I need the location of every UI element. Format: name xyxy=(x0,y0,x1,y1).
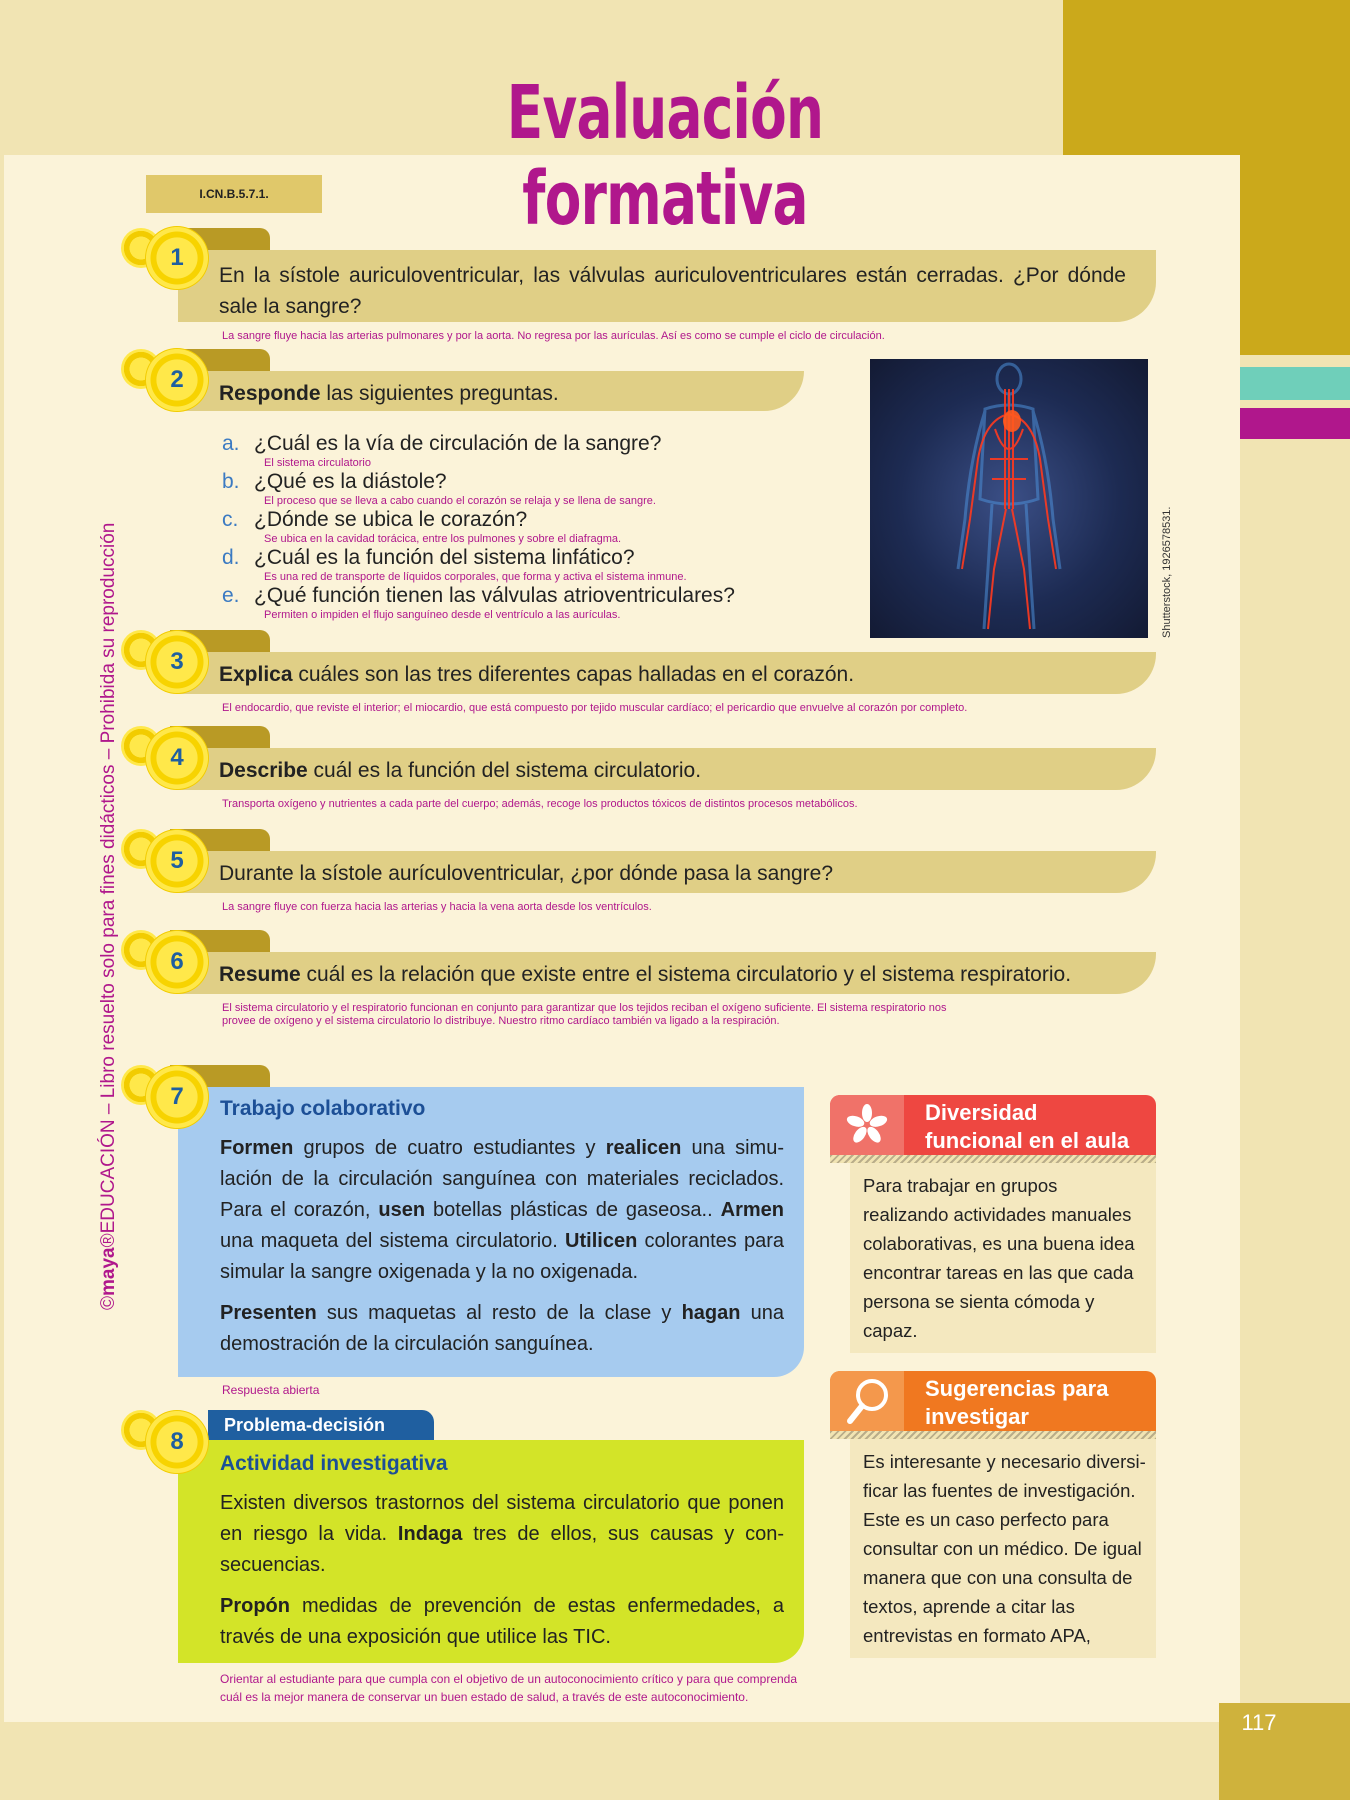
subquestion-letter: a. xyxy=(222,432,240,455)
text-run: una maqueta del sistema circulatorio. xyxy=(220,1230,566,1252)
q7-answer: Respuesta abierta xyxy=(222,1383,320,1397)
emphasis-verb: Presenten xyxy=(220,1302,317,1324)
emphasis-verb: realicen xyxy=(605,1137,682,1159)
diversity-card-body: Para trabajar en grupos realizando actividades manuales colaborativas, es una buena idea encontrar tareas en las que cada persona se sienta cómoda y capaz. xyxy=(850,1163,1156,1353)
subquestion-letter: b. xyxy=(222,470,240,493)
diversity-icon-box xyxy=(830,1095,904,1155)
page-number: 117 xyxy=(1241,1710,1277,1735)
text-run: medidas de prevención de estas enfermedades, a través de una exposición que utilice las TIC. xyxy=(220,1595,784,1648)
emphasis-verb: usen xyxy=(378,1199,426,1221)
subquestion-c xyxy=(222,508,842,546)
text-run: sus maquetas al resto de la clase y xyxy=(316,1302,682,1324)
q2-number: 2 xyxy=(170,366,184,393)
q5-badge xyxy=(145,829,209,893)
q2-badge xyxy=(145,348,209,412)
registered-mark: ® xyxy=(98,1233,119,1248)
q4-bar xyxy=(178,748,1156,790)
diversity-card-header xyxy=(830,1095,1156,1155)
q4-answer: Transporta oxígeno y nutrientes a cada parte del cuerpo; además, recoge los productos tóxicos de distintos procesos metabólicos. xyxy=(222,798,858,810)
subquestion-list xyxy=(222,432,842,622)
subquestion-answer: El proceso que se lleva a cabo cuando el corazón se relaja y se llena de sangre. xyxy=(264,495,656,507)
q8-badge xyxy=(145,1410,209,1474)
q8-answer-line1: Orientar al estudiante para que cumpla con el objetivo de un autoconocimiento crítico y para que comprenda xyxy=(220,1672,798,1686)
research-title-line2: investigar xyxy=(925,1404,1029,1429)
human-body-illustration xyxy=(870,359,1148,638)
notice-text: EDUCACIÓN – Libro resuelto solo para fines didácticos – Prohibida su reproducción xyxy=(98,522,119,1234)
q6-number: 6 xyxy=(170,948,184,975)
emphasis-verb: Utilicen xyxy=(565,1230,638,1252)
subquestion-letter: c. xyxy=(222,508,239,531)
q3-verb: Explica xyxy=(219,663,293,686)
research-card-header xyxy=(830,1371,1156,1431)
q2-verb: Responde xyxy=(219,382,321,405)
q6-text: cuál es la relación que existe entre el sistema circulatorio y el sistema respiratorio. xyxy=(300,963,1072,986)
subquestion-text: ¿Cuál es la función del sistema linfático? xyxy=(254,546,635,569)
diversity-title-line2: funcional en el aula xyxy=(925,1128,1130,1153)
q3-text: cuáles son las tres diferentes capas halladas en el corazón. xyxy=(292,663,855,686)
collaborative-work-box xyxy=(178,1087,804,1377)
side-copyright-notice xyxy=(98,523,120,1310)
q6-badge xyxy=(145,930,209,994)
q3-badge xyxy=(145,630,209,694)
subquestion-text: ¿Qué es la diástole? xyxy=(254,470,447,493)
research-card-hatch xyxy=(830,1431,1156,1439)
q6-answer-line2: provee de oxígeno y el sistema circulatorio lo distribuye. Nuestro ritmo cardíaco también va ligado a la respiración. xyxy=(222,1015,780,1027)
indicator-code: I.CN.B.5.7.1. xyxy=(146,175,322,213)
collaborative-work-heading: Trabajo colaborativo xyxy=(220,1097,426,1120)
research-activity-p2 xyxy=(220,1591,784,1653)
collaborative-work-p1 xyxy=(220,1133,784,1288)
subquestion-answer: El sistema circulatorio xyxy=(264,457,371,469)
subquestion-letter: d. xyxy=(222,546,240,569)
subquestion-answer: Es una red de transporte de líquidos corporales, que forma y activa el sistema inmune. xyxy=(264,571,687,583)
emphasis-verb: Armen xyxy=(720,1199,784,1221)
photo-credit: Shutterstock, 1926578531. xyxy=(1161,506,1173,638)
q2-bar xyxy=(178,371,804,411)
q5-bar xyxy=(178,851,1156,893)
research-card-body: Es interesante y necesario diversificar las fuentes de investigación. Este es un caso perfecto para consultar con un médico. De igual manera que con una consulta de textos, aprende a citar las entrevistas en formato APA, xyxy=(850,1439,1156,1658)
text-run: Existen diversos trastornos del sistema circulatorio que ponen en riesgo la vida. xyxy=(220,1492,784,1545)
emphasis-verb: Indaga xyxy=(397,1523,463,1545)
q6-answer-line1: El sistema circulatorio y el respiratorio funcionan en conjunto para garantizar que los tejidos reciban el oxígeno suficiente. El sistema respiratorio nos xyxy=(222,1002,947,1014)
subquestion-d xyxy=(222,546,842,584)
subquestion-letter: e. xyxy=(222,584,240,607)
q1-badge xyxy=(145,226,209,290)
q5-answer: La sangre fluye con fuerza hacia las arterias y hacia la vena aorta desde los ventrículos. xyxy=(222,901,652,913)
q1-bar xyxy=(178,250,1156,322)
text-run: colorantes para simular la sangre oxigenada y la no oxigenada. xyxy=(220,1230,784,1283)
q1-text: En la sístole auriculoventricular, las válvulas auriculoventriculares están cerradas. ¿Por dónde sale la sangre? xyxy=(219,264,1126,318)
research-activity-p1 xyxy=(220,1488,784,1581)
research-suggestions-card xyxy=(830,1371,1156,1658)
magnifier-icon xyxy=(830,1371,904,1431)
collaborative-work-p2 xyxy=(220,1298,784,1360)
q1-answer: La sangre fluye hacia las arterias pulmonares y por la aorta. No regresa por las aurículas. Así es como se cumple el ciclo de circulación. xyxy=(222,330,885,342)
circulatory-system-photo xyxy=(870,359,1148,638)
subquestion-text: ¿Qué función tienen las válvulas atrioventriculares? xyxy=(254,584,735,607)
text-run: una demostración de la circulación sanguínea. xyxy=(220,1302,784,1355)
diversity-card-hatch xyxy=(830,1155,1156,1163)
subquestion-answer: Permiten o impiden el flujo sanguíneo desde el ventrículo a las aurículas. xyxy=(264,609,621,621)
subquestion-a xyxy=(222,432,842,470)
right-margin-column xyxy=(1240,355,1350,1800)
q3-answer: El endocardio, que reviste el interior; el miocardio, que está compuesto por tejido muscular cardíaco; el pericardio que envuelve al corazón por completo. xyxy=(222,702,968,714)
diversity-card xyxy=(830,1095,1156,1353)
research-activity-box xyxy=(178,1440,804,1663)
q4-number: 4 xyxy=(170,744,184,771)
asterisk-icon xyxy=(830,1095,904,1155)
text-run: grupos de cuatro estudiantes y xyxy=(293,1137,606,1159)
brand-name: maya xyxy=(98,1247,119,1296)
q6-verb: Resume xyxy=(219,963,301,986)
magenta-tab-marker xyxy=(1240,408,1350,439)
subquestion-e xyxy=(222,584,842,622)
q7-number: 7 xyxy=(170,1083,184,1110)
research-icon-box xyxy=(830,1371,904,1431)
q2-text: las siguientes preguntas. xyxy=(320,382,559,405)
emphasis-verb: hagan xyxy=(681,1302,741,1324)
problem-decision-tab: Problema-decisión xyxy=(208,1410,434,1440)
q3-bar xyxy=(178,652,1156,694)
emphasis-verb: Propón xyxy=(220,1595,290,1617)
q4-verb: Describe xyxy=(219,759,308,782)
q3-number: 3 xyxy=(170,648,184,675)
subquestion-text: ¿Cuál es la vía de circulación de la sangre? xyxy=(254,432,662,455)
subquestion-text: ¿Dónde se ubica le corazón? xyxy=(254,508,528,531)
q4-text: cuál es la función del sistema circulatorio. xyxy=(307,759,702,782)
emphasis-verb: Formen xyxy=(220,1137,294,1159)
text-run: tres de ellos, sus causas y consecuencias. xyxy=(220,1523,784,1576)
q8-answer-line2: cuál es la mejor manera de conservar un buen estado de salud, a través de este autoconocimiento. xyxy=(220,1690,749,1704)
copyright-symbol: © xyxy=(98,1296,119,1310)
research-activity-heading: Actividad investigativa xyxy=(220,1452,448,1475)
teal-tab-marker xyxy=(1240,367,1350,400)
page-title: Evaluación formativa xyxy=(506,70,824,242)
q1-number: 1 xyxy=(170,244,184,271)
q7-badge xyxy=(145,1065,209,1129)
subquestion-answer: Se ubica en la cavidad torácica, entre los pulmones y sobre el diafragma. xyxy=(264,533,622,545)
q5-text: Durante la sístole aurículoventricular, ¿por dónde pasa la sangre? xyxy=(219,862,834,885)
q6-bar xyxy=(178,952,1156,994)
text-run: una simulación de la circulación sanguínea con materiales reciclados. Para el corazón, xyxy=(220,1137,784,1221)
diversity-title-line1: Diversidad xyxy=(925,1100,1038,1125)
text-run: botellas plásticas de gaseosa.. xyxy=(425,1199,721,1221)
q8-number: 8 xyxy=(170,1428,184,1455)
bottom-strip xyxy=(0,1722,1350,1800)
subquestion-b xyxy=(222,470,842,508)
q4-badge xyxy=(145,726,209,790)
q5-number: 5 xyxy=(170,847,184,874)
research-title-line1: Sugerencias para xyxy=(925,1376,1109,1401)
